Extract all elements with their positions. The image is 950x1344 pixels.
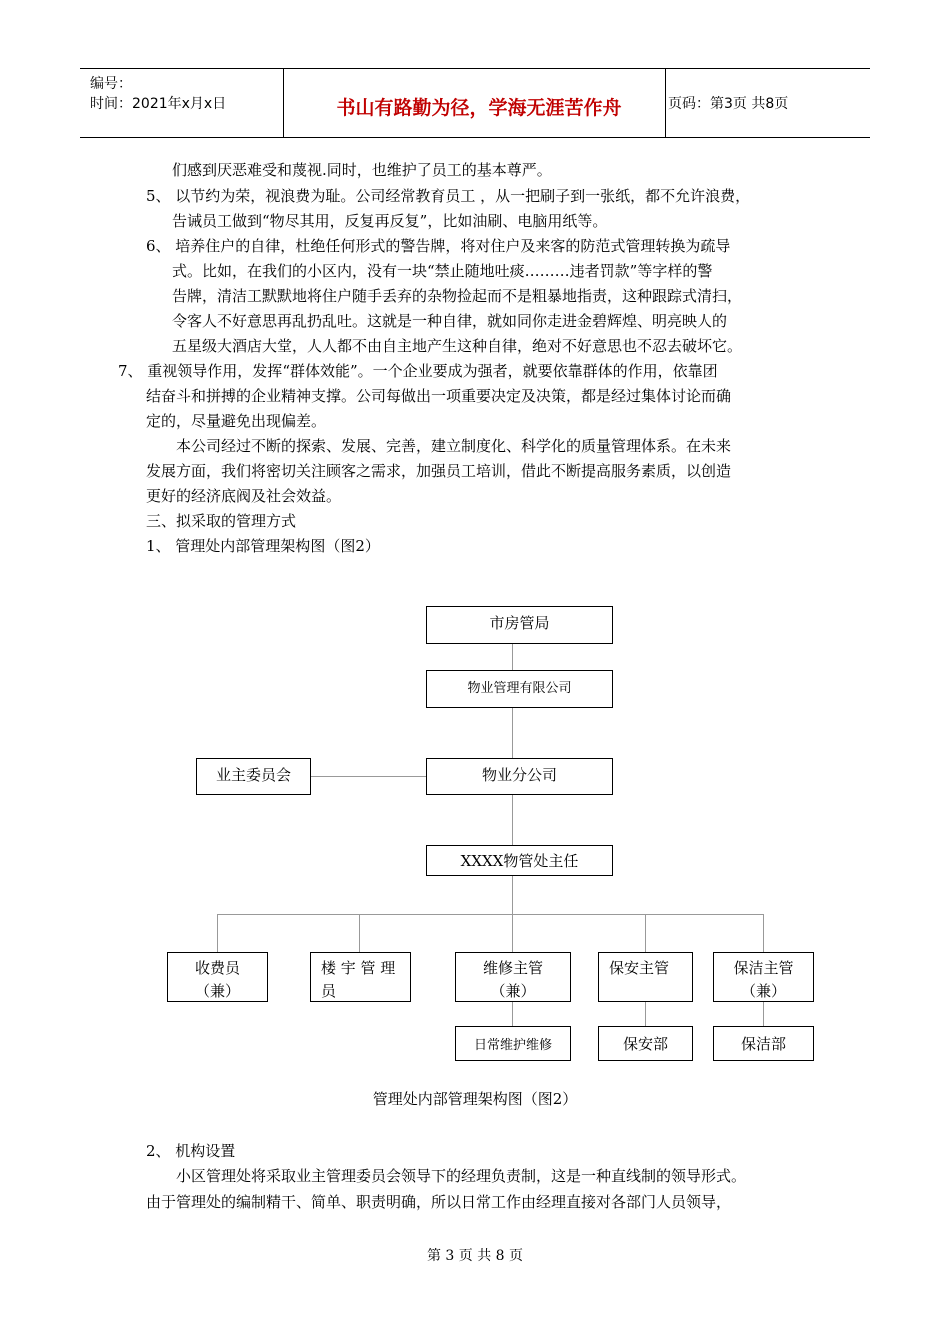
connector-line bbox=[763, 914, 764, 952]
body-line: 告牌，清洁工默默地将住户随手丢弃的杂物捡起而不是粗暴地指责，这种跟踪式清扫， bbox=[172, 287, 743, 305]
body-line: 由于管理处的编制精干、简单、职责明确，所以日常工作由经理直接对各部门人员领导， bbox=[146, 1193, 732, 1211]
document-date-label: 时间：2021年x月x日 bbox=[90, 96, 227, 112]
org-box-label: （兼） bbox=[194, 982, 240, 1000]
org-box-security-supervisor bbox=[598, 952, 693, 1002]
org-box-security-dept bbox=[598, 1026, 693, 1061]
figure-caption: 管理处内部管理架构图（图2） bbox=[372, 1090, 578, 1108]
org-box-label: XXXX物管处主任 bbox=[460, 852, 579, 870]
body-line: 令客人不好意思再乱扔乱吐。这就是一种自律，就如同你走进金碧辉煌、明亮映人的 bbox=[172, 312, 728, 330]
connector-line bbox=[512, 644, 513, 670]
subsection-heading: 1、 管理处内部管理架构图（图2） bbox=[146, 537, 380, 555]
org-box-label: 市房管局 bbox=[489, 614, 550, 632]
connector-line bbox=[763, 1002, 764, 1026]
page-header bbox=[80, 68, 870, 138]
org-box-property-company bbox=[426, 670, 613, 708]
org-box-label: 物业分公司 bbox=[481, 766, 557, 784]
org-box-label: 收费员 bbox=[194, 959, 240, 977]
header-motto: 书山有路勤为径，学海无涯苦作舟 bbox=[336, 97, 622, 119]
org-box-label: 保安部 bbox=[622, 1035, 668, 1053]
connector-line bbox=[359, 914, 360, 952]
section-heading: 三、拟采取的管理方式 bbox=[146, 512, 297, 530]
section-heading: 2、 机构设置 bbox=[146, 1142, 236, 1160]
body-line: 小区管理处将采取业主管理委员会领导下的经理负责制，这是一种直线制的领导形式。 bbox=[176, 1167, 747, 1185]
body-line: 发展方面，我们将密切关注顾客之需求，加强员工培训，借此不断提高服务素质，以创造 bbox=[146, 462, 732, 480]
org-box-label: （兼） bbox=[740, 982, 786, 1000]
org-box-label: 日常维护维修 bbox=[473, 1038, 552, 1053]
org-box-city-bureau bbox=[426, 606, 613, 644]
body-line: 们感到厌恶难受和蔑视.同时，也维护了员工的基本尊严。 bbox=[172, 161, 552, 179]
org-box-cleaning-supervisor bbox=[713, 952, 814, 1002]
header-page-number: 页码：第3页 共8页 bbox=[668, 96, 789, 112]
body-line: 定的，尽量避免出现偏差。 bbox=[146, 412, 327, 430]
connector-line bbox=[311, 776, 427, 777]
connector-line bbox=[512, 1002, 513, 1026]
org-box-building-manager bbox=[310, 952, 411, 1002]
org-box-cleaning-dept bbox=[713, 1026, 814, 1061]
body-line: 告诫员工做到“物尽其用，反复再反复”，比如油刷、电脑用纸等。 bbox=[172, 212, 608, 230]
body-line: 五星级大酒店大堂，人人都不由自主地产生这种自律，绝对不好意思也不忍去破坏它。 bbox=[172, 337, 743, 355]
connector-line bbox=[512, 876, 513, 914]
org-box-label: （兼） bbox=[490, 982, 536, 1000]
org-box-owners-committee bbox=[196, 758, 311, 795]
document-number-label: 编号： bbox=[90, 76, 132, 92]
org-box-branch-company bbox=[426, 758, 613, 795]
org-box-label: 物业管理有限公司 bbox=[467, 681, 572, 696]
org-box-label: 楼 宇 管 理 bbox=[321, 959, 396, 977]
org-box-label: 维修主管 bbox=[482, 959, 543, 977]
org-box-cashier bbox=[167, 952, 268, 1002]
body-line: 7、 重视领导作用，发挥“群体效能”。一个企业要成为强者，就要依靠群体的作用，依靠团 bbox=[118, 362, 718, 380]
connector-line bbox=[512, 708, 513, 758]
org-box-office-director bbox=[426, 845, 613, 876]
org-box-daily-maintenance bbox=[455, 1026, 571, 1061]
page-footer: 第 3 页 共 8 页 bbox=[426, 1248, 524, 1264]
org-box-label: 保洁部 bbox=[740, 1035, 786, 1053]
body-line: 式。比如，在我们的小区内，没有一块“禁止随地吐痰………违者罚款”等字样的警 bbox=[172, 262, 713, 280]
body-line: 更好的经济底阀及社会效益。 bbox=[146, 487, 342, 505]
body-line: 6、 培养住户的自律，杜绝任何形式的警告牌，将对住户及来客的防范式管理转换为疏导 bbox=[146, 237, 731, 255]
connector-line bbox=[645, 1002, 646, 1026]
connector-line bbox=[217, 914, 764, 915]
body-line: 本公司经过不断的探索、发展、完善，建立制度化、科学化的质量管理体系。在未来 bbox=[176, 437, 732, 455]
org-box-label: 保安主管 bbox=[609, 959, 670, 977]
connector-line bbox=[217, 914, 218, 952]
org-box-label: 业主委员会 bbox=[215, 766, 291, 784]
org-box-label: 保洁主管 bbox=[733, 959, 794, 977]
connector-line bbox=[645, 914, 646, 952]
connector-line bbox=[512, 914, 513, 952]
connector-line bbox=[512, 795, 513, 845]
body-line: 结奋斗和拼搏的企业精神支撑。公司每做出一项重要决定及决策，都是经过集体讨论而确 bbox=[146, 387, 732, 405]
org-box-maintenance-supervisor bbox=[455, 952, 571, 1002]
org-box-label: 员 bbox=[321, 982, 337, 1000]
body-line: 5、 以节约为荣，视浪费为耻。公司经常教育员工 ，从一把刷子到一张纸，都不允许浪费， bbox=[146, 187, 751, 205]
